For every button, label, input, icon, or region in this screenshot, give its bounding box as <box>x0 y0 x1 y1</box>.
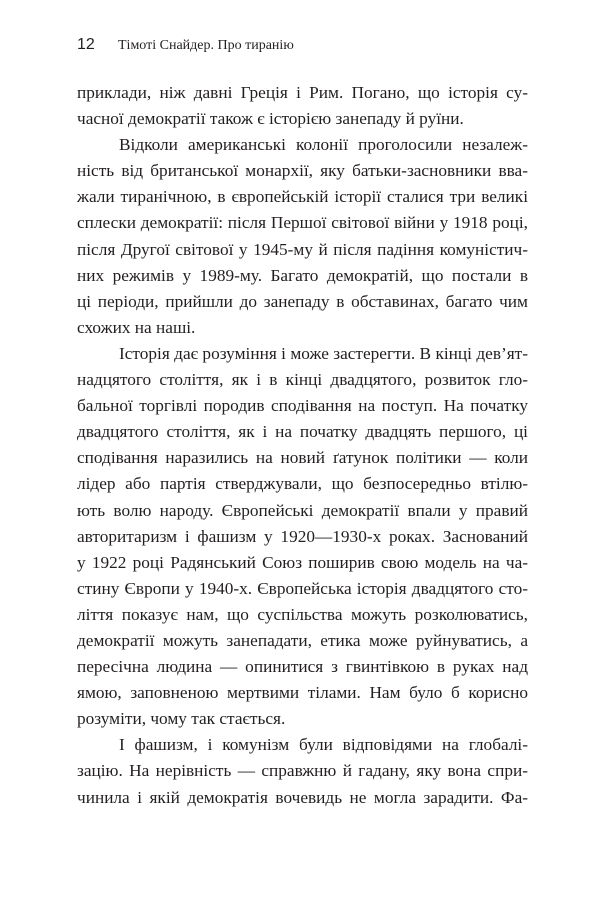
text-line: ють волю народу. Європейські демократії впали у правий <box>77 500 528 520</box>
text-line: зацію. На нерівність — справжню й гадану, яку вона спри- <box>77 761 528 781</box>
text-line: ліття показує нам, що суспільства можуть розколюватись, <box>77 604 528 624</box>
running-header <box>77 36 294 54</box>
text-line: схожих на наші. <box>77 317 196 337</box>
running-title: Тімоті Снайдер. Про тиранію <box>118 38 294 53</box>
text-line: ність від британської монархії, яку батьки-засновники вва- <box>77 161 528 181</box>
text-line: двадцятого століття, як і на початку двадцять першого, ці <box>77 422 528 442</box>
body-text <box>77 80 528 811</box>
text-line: лідер або партія стверджували, що безпосередньо втілю- <box>77 474 528 494</box>
text-line: надцятого століття, як і в кінці двадцятого, розвиток гло- <box>77 370 528 390</box>
text-line: Відколи американські колонії проголосили незалеж- <box>119 135 528 155</box>
text-line: приклади, ніж давні Греція і Рим. Погано, що історія су- <box>77 83 528 102</box>
text-line: Історія дає розуміння і може застерегти. В кінці дев’ят- <box>119 343 528 363</box>
text-line: ямою, заповненою мертвими тілами. Нам було б корисно <box>77 683 528 703</box>
text-line: після Другої світової у 1945-му й після падіння комуністич- <box>77 239 528 259</box>
text-line: сподівання наразились на новий ґатунок політики — коли <box>77 448 528 468</box>
text-line: стину Європи у 1940-х. Європейська історія двадцятого сто- <box>77 578 528 598</box>
text-line: бальної торгівлі породив сподівання на поступ. На початку <box>77 396 528 416</box>
text-line: у 1922 році Радянський Союз поширив свою модель на ча- <box>77 552 528 572</box>
text-line: розуміти, чому так стається. <box>77 709 286 729</box>
text-line: сплески демократії: після Першої світової війни у 1918 році, <box>77 213 528 233</box>
text-line: ці періоди, прийшли до занепаду в обставинах, багато чим <box>77 291 528 311</box>
text-line: демократії можуть занепадати, етика може руйнуватись, а <box>77 630 528 650</box>
text-line: І фашизм, і комунізм були відповідями на глобалі- <box>119 735 528 755</box>
text-line: них режимів у 1989-му. Багато демократій, що постали в <box>77 265 528 285</box>
text-line: чинила і якій демократія вочевидь не могла зарадити. Фа- <box>77 787 528 807</box>
text-line: авторитаризм і фашизм у 1920—1930-х роках. Заснований <box>77 526 528 546</box>
text-line: жали тиранічною, в європейській історії сталися три великі <box>77 187 528 207</box>
text-line: часної демократії також є історією занепаду й руїни. <box>77 109 464 129</box>
text-line: пересічна людина — опинитися з гвинтівкою в руках над <box>77 657 528 677</box>
page-number: 12 <box>77 36 95 53</box>
